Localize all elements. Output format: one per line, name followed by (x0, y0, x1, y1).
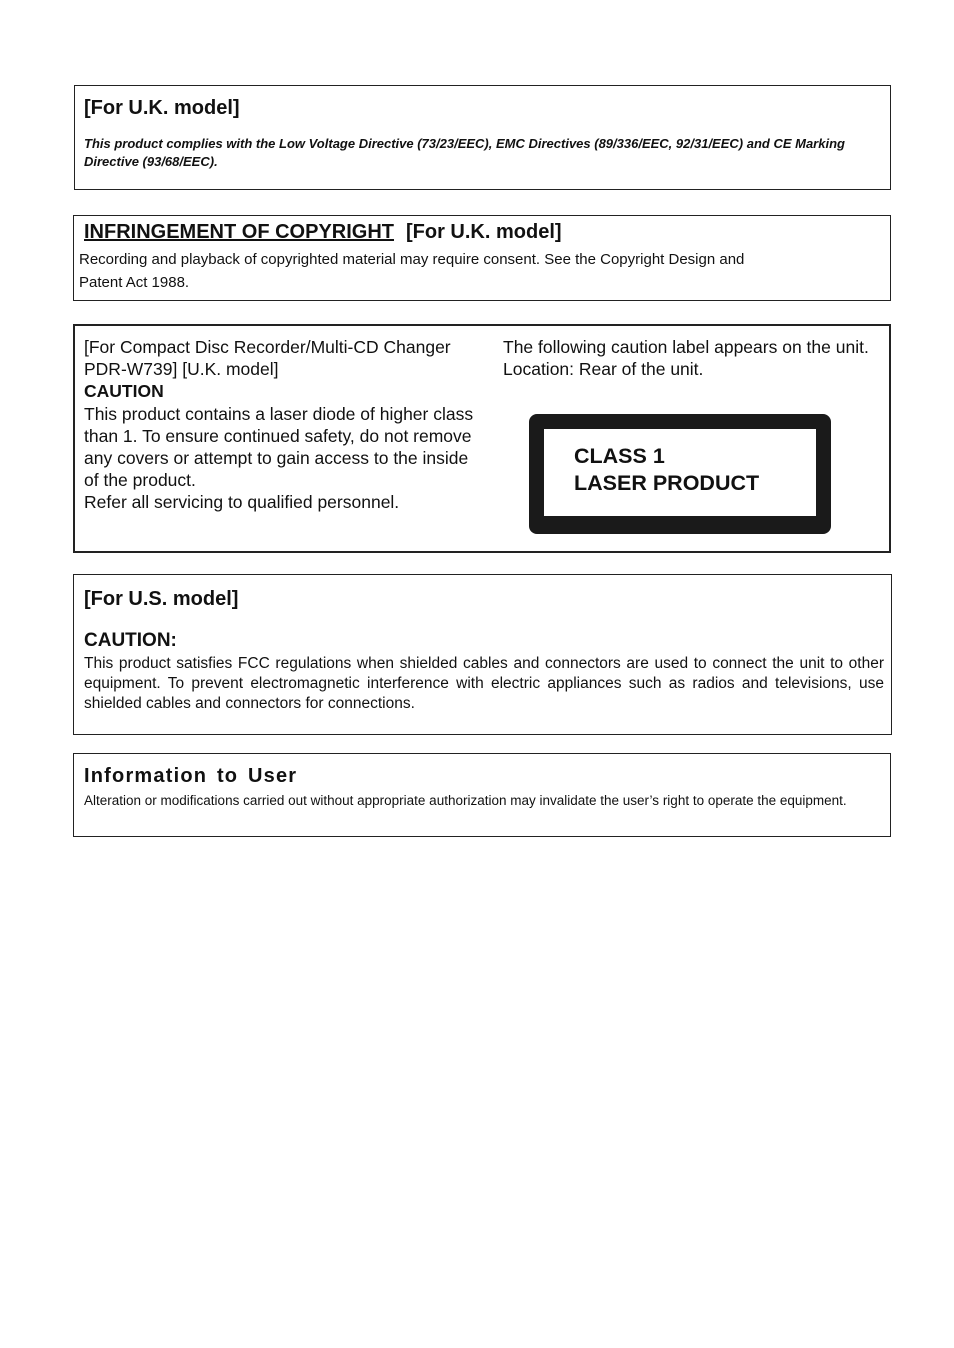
info-heading: Information to User (84, 765, 298, 787)
class1-laser-label (529, 414, 831, 534)
laser-caution-box (73, 324, 891, 553)
label-appears-text: The following caution label appears on the unit. (503, 337, 869, 357)
laser-servicing-text: Refer all servicing to qualified personnel. (84, 492, 400, 513)
uk-compliance-box (74, 85, 891, 190)
us-model-heading: [For U.S. model] (84, 588, 239, 610)
laser-caution-label: CAUTION (84, 381, 164, 402)
laser-caution-right-column (503, 336, 878, 380)
laser-label-inner (544, 429, 816, 516)
laser-caution-left-column (84, 336, 479, 514)
uk-model-heading: [For U.K. model] (84, 97, 240, 119)
copyright-text-line2: Patent Act 1988. (79, 274, 190, 291)
laser-model-note: [For Compact Disc Recorder/Multi-CD Changer PDR-W739] [U.K. model] (84, 337, 451, 380)
info-text: Alteration or modifications carried out without appropriate authorization may invalidate the user’s right to operate the equipment. (84, 793, 847, 808)
copyright-heading-title: INFRINGEMENT OF COPYRIGHT (84, 221, 394, 243)
copyright-heading-model: [For U.K. model] (406, 221, 562, 243)
info-to-user-box (73, 753, 891, 837)
copyright-text (79, 248, 819, 294)
laser-label-line2: LASER PRODUCT (574, 471, 760, 495)
copyright-heading (84, 221, 562, 244)
uk-compliance-text: This product complies with the Low Voltage Directive (73/23/EEC), EMC Directives (89/336/EEC, 92/31/EEC) and CE Marking Directive (93/68/EEC). (84, 136, 845, 169)
us-model-box (73, 574, 892, 735)
us-caution-label: CAUTION: (84, 630, 177, 651)
copyright-text-line1: Recording and playback of copyrighted material may require consent. See the Copyright Design and (79, 251, 745, 268)
us-caution-text: This product satisfies FCC regulations when shielded cables and connectors are used to connect the unit to other equipment. To prevent electromagnetic interference with electric appliances such as radios and televisions, use shielded cables and connectors for connections. (84, 655, 884, 712)
laser-label-line1: CLASS 1 (574, 444, 665, 468)
copyright-box (73, 215, 891, 301)
laser-caution-text: This product contains a laser diode of higher class than 1. To ensure continued safety, do not remove any covers or attempt to gain access to the inside of the product. (84, 403, 474, 491)
label-location-text: Location: Rear of the unit. (503, 359, 704, 380)
laser-label-text (574, 443, 759, 497)
